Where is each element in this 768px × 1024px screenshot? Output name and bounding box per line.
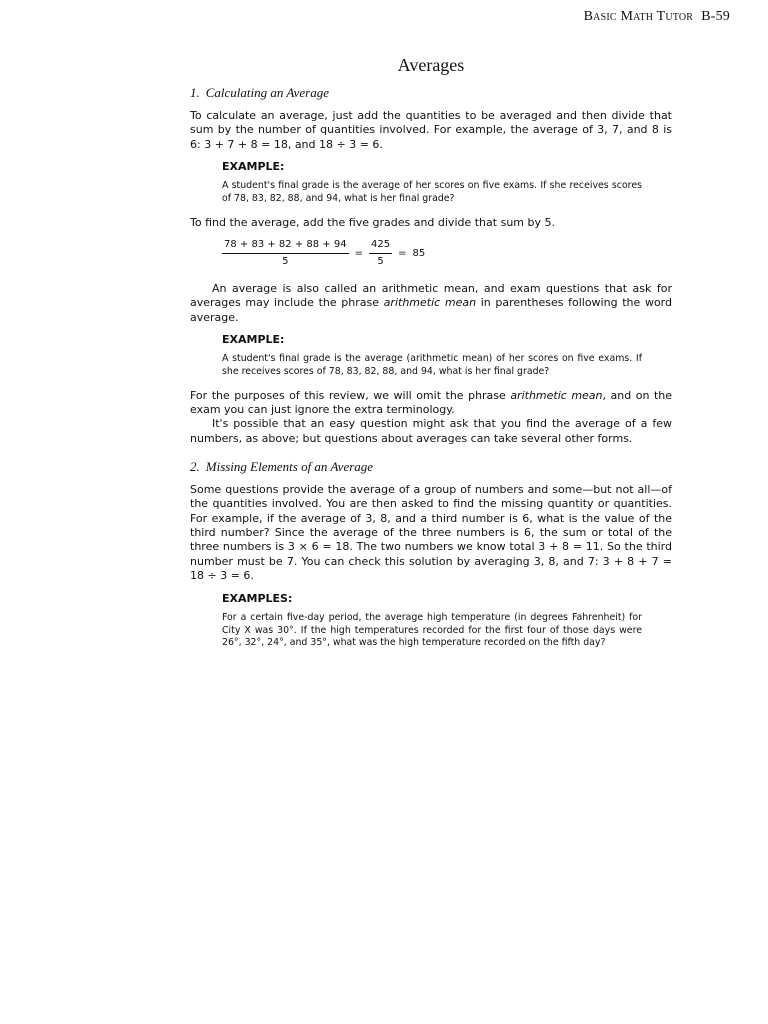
total-denominator: 5 — [377, 256, 384, 268]
possible-paragraph: It's possible that an easy question might ask that you find the average of a few numbers, as above; but questions about averages can take several other forms. — [190, 417, 672, 445]
examples-block — [222, 592, 642, 650]
section2-number: 2. — [190, 459, 200, 475]
examples-label: EXAMPLES: — [222, 591, 293, 605]
mean-text-before: An average is also called an arithmetic mean, and exam questions that ask for averages may include the phrase — [190, 281, 672, 310]
section2-body: Some questions provide the average of a group of numbers and some—but not all—of the quantities involved. You are then asked to find the missing quantity or quantities. For example, if the average of 3, 8, and a third number is 6, what is the value of the third number? Since the average of the three numbers is 6, the sum or total of the three numbers is 3 × 6 = 18. The two numbers we know total 3 + 8 = 11. So the third number must be 7. You can check this solution by averaging 3, 8, and 7: 3 + 8 + 7 = 18 ÷ 3 = 6. — [190, 482, 672, 583]
section1-heading — [190, 86, 672, 100]
formula-result: 85 — [412, 247, 426, 259]
section1-title: Calculating an Average — [205, 85, 329, 101]
solution-intro: To find the average, add the five grades and divide that sum by 5. — [190, 215, 555, 229]
section1-number: 1. — [190, 85, 200, 101]
equals-sign: = — [354, 247, 363, 259]
sum-numerator: 78 + 83 + 82 + 88 + 94 — [222, 238, 349, 254]
omit-term: arithmetic mean — [510, 388, 603, 402]
page-title: Averages — [397, 55, 465, 75]
page-content — [190, 55, 673, 660]
example1-label: EXAMPLE: — [222, 160, 285, 174]
example1 — [222, 160, 642, 206]
sum-denominator: 5 — [282, 256, 289, 268]
total-numerator: 425 — [369, 238, 392, 254]
example1-text: A student's final grade is the average of her scores on five exams. If she receives scores of 78, 83, 82, 88, and 94, what is her final grade? — [222, 180, 642, 205]
section1-intro: To calculate an average, just add the quantities to be averaged and then divide that sum by the number of quantities involved. For example, the average of 3, 7, and 8 is 6: 3 + 7 + 8 = 18, and 18 ÷ 3 = 6. — [190, 108, 672, 151]
section2-title: Missing Elements of an Average — [205, 459, 374, 475]
section2-heading — [190, 460, 672, 474]
equals-sign: = — [398, 247, 407, 259]
omit-text-after: , and on the exam you can just ignore the extra terminology. — [190, 388, 673, 417]
example2-label: EXAMPLE: — [222, 333, 285, 347]
examples-text: For a certain five-day period, the average high temperature (in degrees Fahrenheit) for City X was 30°. If the high temperatures recorded for the first four of those days were 26°, 32°, 24°, and 35°, what was the high temperature recorded on the fifth day? — [222, 611, 642, 649]
page-number: B-59 — [701, 9, 730, 24]
running-head — [584, 9, 730, 25]
omit-text-before: For the purposes of this review, we will omit the phrase — [190, 388, 511, 402]
total-fraction — [369, 238, 392, 270]
mean-term: arithmetic mean — [383, 296, 477, 310]
book-title: Basic Math Tutor — [583, 9, 694, 24]
example2-text: A student's final grade is the average (arithmetic mean) of her scores on five exams. If she receives scores of 78, 83, 82, 88, and 94, what is her final grade? — [222, 353, 642, 378]
example2 — [222, 333, 642, 379]
mean-paragraph — [190, 282, 672, 325]
mean-text-after: in parentheses following the word average. — [190, 296, 672, 324]
sum-fraction — [222, 238, 349, 270]
average-formula — [222, 238, 672, 270]
omit-paragraph — [190, 389, 672, 418]
